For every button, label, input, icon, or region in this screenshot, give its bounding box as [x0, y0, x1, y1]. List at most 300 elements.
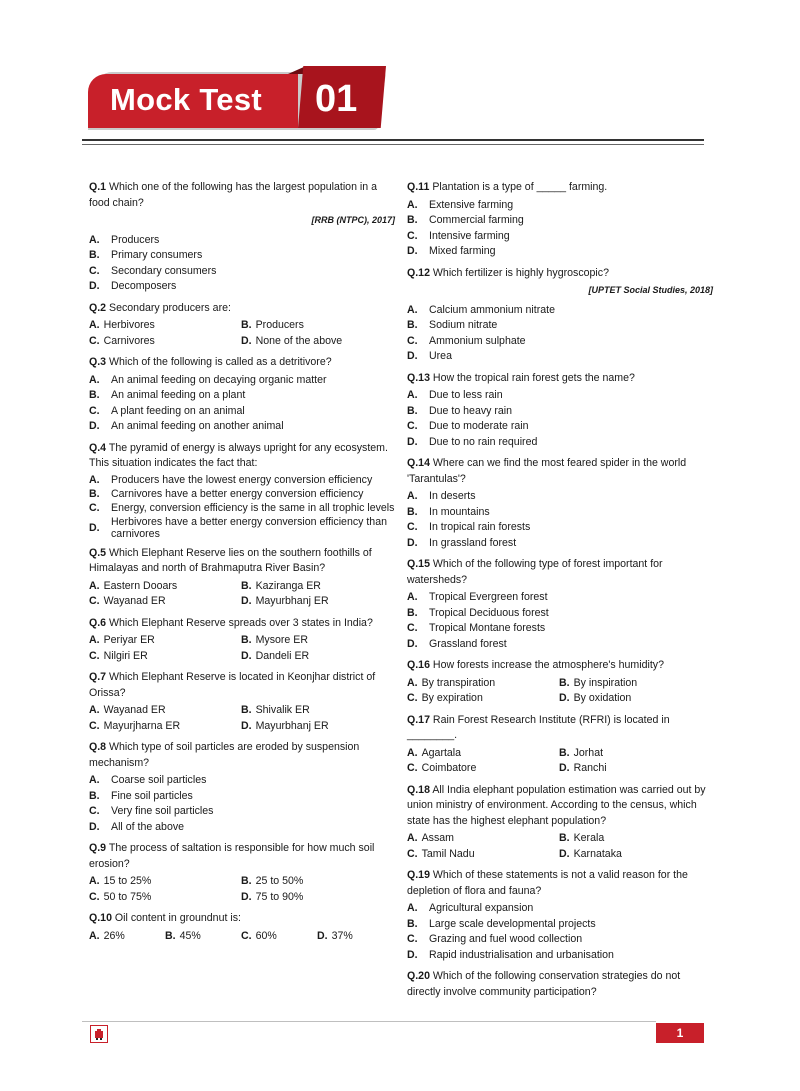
option-text: Sodium nitrate — [429, 319, 498, 331]
option-letter: D. — [559, 847, 570, 860]
option-item — [89, 419, 395, 435]
option-text: By oxidation — [573, 692, 632, 704]
option-list — [407, 489, 713, 551]
question-text — [89, 180, 395, 211]
option-letter: B. — [241, 634, 252, 646]
option-text: Rapid industrialisation and urbanisation — [429, 948, 614, 961]
question-text — [89, 670, 395, 701]
option-text: Agricultural expansion — [429, 902, 534, 914]
option-item — [407, 637, 713, 653]
option-item — [241, 334, 393, 350]
option-text: 60% — [255, 929, 277, 942]
question-block — [407, 868, 713, 963]
question-text — [89, 911, 395, 927]
option-text: Energy, conversion efficiency is the same in all trophic levels — [111, 501, 395, 514]
option-letter: A. — [407, 676, 418, 689]
option-item — [89, 502, 395, 514]
mock-test-banner — [88, 66, 388, 132]
option-text: Mixed farming — [429, 245, 496, 257]
option-item — [407, 932, 713, 948]
option-item — [89, 804, 395, 820]
option-item — [407, 213, 713, 229]
option-letter: D. — [559, 692, 570, 704]
option-letter: A. — [89, 373, 100, 386]
question-block — [89, 911, 395, 944]
option-letter: C. — [89, 595, 100, 607]
option-text: Ranchi — [573, 762, 607, 774]
option-item — [89, 594, 241, 610]
option-item — [407, 198, 713, 214]
option-text: Extensive farming — [429, 198, 514, 211]
question-block — [407, 557, 713, 652]
header-divider — [82, 139, 704, 145]
question-body: Secondary producers are: — [109, 301, 231, 314]
question-text — [407, 456, 713, 487]
option-item — [89, 929, 165, 945]
option-text: Grassland forest — [429, 637, 507, 650]
option-item — [407, 676, 559, 692]
option-text: All of the above — [111, 820, 185, 833]
option-text: Grazing and fuel wood collection — [429, 933, 583, 945]
option-text: Due to less rain — [429, 389, 503, 401]
option-letter: C. — [407, 420, 418, 432]
option-letter: D. — [241, 719, 252, 732]
option-item — [241, 890, 393, 906]
question-number: Q.14 — [407, 457, 430, 469]
question-block — [407, 969, 713, 1000]
option-item — [407, 536, 713, 552]
option-letter: C. — [407, 692, 418, 704]
question-text — [407, 266, 713, 282]
option-letter: C. — [407, 847, 418, 860]
option-item — [89, 318, 241, 334]
question-body: Rain Forest Research Institute (RFRI) is located in ________. — [407, 713, 670, 741]
option-grid — [89, 579, 395, 610]
option-text: 50 to 75% — [103, 890, 152, 903]
question-body: Which fertilizer is highly hygroscopic? — [432, 266, 609, 279]
option-text: Assam — [421, 832, 454, 844]
option-letter: A. — [407, 389, 418, 401]
option-text: An animal feeding on decaying organic matter — [111, 373, 327, 386]
option-grid — [89, 633, 395, 664]
option-text: Kaziranga ER — [255, 579, 321, 592]
option-text: Carnivores have a better energy conversion efficiency — [111, 487, 364, 500]
option-item — [407, 419, 713, 435]
option-letter: B. — [89, 789, 100, 802]
publisher-logo-icon — [90, 1025, 108, 1043]
option-item — [89, 279, 395, 295]
option-text: Large scale developmental projects — [429, 917, 596, 930]
option-list — [89, 373, 395, 435]
option-item — [89, 719, 241, 735]
option-text: An animal feeding on another animal — [111, 420, 284, 432]
question-body: Which of the following type of forest important for watersheds? — [407, 558, 663, 586]
question-body: Where can we find the most feared spider in the world 'Tarantulas'? — [407, 457, 687, 485]
option-item — [89, 488, 395, 500]
option-letter: B. — [89, 487, 100, 500]
option-letter: B. — [407, 404, 418, 417]
option-text: Tropical Montane forests — [429, 622, 546, 634]
banner-number: 01 — [315, 78, 358, 120]
option-letter: A. — [89, 233, 100, 246]
question-body: Which of these statements is not a valid reason for the depletion of flora and fauna? — [407, 869, 688, 897]
page-number: 1 — [656, 1023, 704, 1043]
question-text — [89, 740, 395, 771]
option-item — [89, 579, 241, 595]
option-letter: C. — [89, 890, 100, 903]
option-text: In mountains — [429, 505, 490, 518]
question-text — [407, 868, 713, 899]
option-item — [407, 901, 713, 917]
option-item — [407, 404, 713, 420]
option-item — [407, 318, 713, 334]
option-item — [89, 474, 395, 486]
option-item — [89, 264, 395, 280]
question-text — [407, 557, 713, 588]
question-block — [407, 783, 713, 863]
option-text: Kerala — [573, 832, 605, 844]
option-letter: B. — [241, 704, 252, 716]
option-letter: C. — [407, 933, 418, 945]
option-letter: D. — [89, 280, 100, 292]
option-item — [89, 789, 395, 805]
question-number: Q.19 — [407, 869, 430, 881]
option-letter: C. — [407, 622, 418, 634]
option-letter: C. — [407, 334, 418, 347]
option-grid — [89, 929, 395, 945]
question-text — [89, 441, 395, 472]
option-text: 25 to 50% — [255, 875, 304, 887]
option-text: Due to no rain required — [429, 435, 538, 448]
option-text: Urea — [429, 350, 452, 362]
option-list — [407, 901, 713, 963]
question-number: Q.2 — [89, 301, 107, 314]
option-grid — [407, 676, 713, 707]
option-letter: C. — [89, 501, 100, 514]
option-letter: A. — [407, 198, 418, 211]
option-item — [559, 746, 711, 762]
option-item — [407, 590, 713, 606]
question-block — [89, 441, 395, 540]
option-item — [89, 334, 241, 350]
option-item — [407, 606, 713, 622]
option-item — [559, 831, 711, 847]
question-number: Q.5 — [89, 546, 107, 559]
option-item — [89, 820, 395, 836]
banner-title: Mock Test — [110, 82, 262, 117]
option-text: Wayanad ER — [103, 704, 166, 716]
option-list — [407, 303, 713, 365]
question-number: Q.6 — [89, 616, 107, 629]
option-letter: D. — [241, 649, 252, 662]
question-body: Which of the following is called as a detritivore? — [109, 356, 332, 368]
question-body: How the tropical rain forest gets the name? — [432, 371, 635, 384]
option-letter: D. — [407, 245, 418, 257]
option-text: Agartala — [421, 746, 462, 759]
question-number: Q.11 — [407, 181, 430, 193]
option-text: Mayurbhanj ER — [255, 595, 329, 607]
option-letter: B. — [241, 875, 252, 887]
option-item — [407, 489, 713, 505]
option-item — [89, 773, 395, 789]
option-text: Eastern Dooars — [103, 579, 178, 592]
option-text: Due to heavy rain — [429, 404, 513, 417]
question-number: Q.8 — [89, 741, 107, 753]
option-grid — [89, 703, 395, 734]
option-item — [89, 373, 395, 389]
option-item — [89, 404, 395, 420]
question-number: Q.1 — [89, 181, 107, 193]
option-letter: A. — [407, 746, 418, 759]
option-item — [89, 703, 241, 719]
question-text — [407, 371, 713, 387]
option-letter: C. — [241, 929, 252, 942]
option-item — [407, 244, 713, 260]
question-number: Q.4 — [89, 441, 107, 454]
option-letter: C. — [407, 762, 418, 774]
option-text: Decomposers — [111, 280, 177, 292]
option-item — [407, 948, 713, 964]
option-list — [407, 388, 713, 450]
option-letter: C. — [407, 521, 418, 533]
option-text: In deserts — [429, 490, 476, 502]
option-text: Jorhat — [573, 746, 604, 759]
option-text: 26% — [103, 929, 125, 942]
question-block — [89, 841, 395, 905]
option-text: Herbivores have a better energy conversion efficiency than carnivores — [111, 515, 387, 540]
option-letter: C. — [89, 404, 100, 417]
option-letter: C. — [89, 649, 100, 662]
question-block — [407, 658, 713, 707]
option-letter: D. — [241, 890, 252, 903]
option-text: By transpiration — [421, 676, 496, 689]
question-text — [89, 616, 395, 632]
option-letter: A. — [407, 832, 418, 844]
option-item — [559, 761, 711, 777]
option-item — [241, 649, 393, 665]
question-body: Which Elephant Reserve lies on the southern foothills of Himalayas and north of Brahmaputra River Basin? — [89, 546, 372, 574]
option-text: Shivalik ER — [255, 704, 310, 716]
option-letter: A. — [89, 875, 100, 887]
question-number: Q.17 — [407, 713, 430, 726]
option-text: Intensive farming — [429, 229, 510, 242]
question-text — [89, 546, 395, 577]
question-body: Which Elephant Reserve spreads over 3 states in India? — [109, 616, 373, 629]
option-text: Dandeli ER — [255, 649, 310, 662]
question-number: Q.10 — [89, 912, 112, 924]
option-item — [317, 929, 393, 945]
option-list — [407, 198, 713, 260]
option-item — [559, 691, 711, 707]
question-body: Which one of the following has the largest population in a food chain? — [89, 181, 377, 209]
question-source: [RRB (NTPC), 2017] — [311, 215, 395, 225]
option-item — [165, 929, 241, 945]
question-number: Q.20 — [407, 970, 430, 982]
option-item — [407, 520, 713, 536]
question-block — [89, 301, 395, 350]
option-letter: D. — [407, 536, 418, 549]
option-text: Coarse soil particles — [111, 774, 207, 786]
option-letter: D. — [407, 637, 418, 650]
question-block — [407, 371, 713, 451]
option-text: Producers — [111, 233, 160, 246]
option-item — [407, 349, 713, 365]
option-text: An animal feeding on a plant — [111, 389, 246, 401]
option-item — [407, 334, 713, 350]
option-text: 37% — [331, 929, 353, 942]
option-grid — [407, 831, 713, 862]
option-letter: A. — [89, 473, 100, 486]
option-letter: A. — [89, 704, 100, 716]
option-letter: A. — [407, 490, 418, 502]
option-text: Coimbatore — [421, 762, 477, 774]
question-body: The process of saltation is responsible for how much soil erosion? — [89, 842, 375, 870]
option-item — [89, 516, 395, 540]
option-letter: A. — [407, 902, 418, 914]
option-letter: D. — [559, 762, 570, 774]
option-text: Secondary consumers — [111, 264, 217, 277]
option-text: Fine soil particles — [111, 789, 193, 802]
option-letter: C. — [407, 229, 418, 242]
option-text: Producers — [255, 319, 304, 331]
option-text: Mysore ER — [255, 634, 308, 646]
option-text: Due to moderate rain — [429, 420, 529, 432]
option-item — [559, 847, 711, 863]
option-letter: D. — [317, 929, 328, 942]
option-item — [407, 505, 713, 521]
question-block — [407, 266, 713, 365]
option-list — [89, 773, 395, 835]
question-block — [407, 180, 713, 260]
option-item — [407, 917, 713, 933]
option-list — [89, 474, 395, 540]
option-item — [407, 746, 559, 762]
option-letter: D. — [89, 521, 100, 534]
option-text: Nilgiri ER — [103, 649, 148, 662]
question-body: All India elephant population estimation was carried out by union ministry of environment. According to the census, which state has the highest elephant population? — [407, 783, 706, 827]
question-number: Q.3 — [89, 356, 107, 368]
option-letter: B. — [559, 746, 570, 759]
option-text: 15 to 25% — [103, 875, 152, 887]
option-letter: D. — [407, 350, 418, 362]
question-block — [89, 180, 395, 295]
option-item — [241, 719, 393, 735]
option-item — [407, 229, 713, 245]
question-block — [407, 713, 713, 777]
option-item — [241, 929, 317, 945]
option-letter: D. — [241, 334, 252, 347]
question-text — [407, 969, 713, 1000]
option-letter: A. — [89, 319, 100, 331]
option-letter: A. — [89, 774, 100, 786]
option-item — [407, 691, 559, 707]
question-text — [89, 301, 395, 317]
option-text: Producers have the lowest energy conversion efficiency — [111, 473, 373, 486]
option-letter: B. — [241, 579, 252, 592]
option-text: Tamil Nadu — [421, 847, 475, 860]
option-item — [407, 388, 713, 404]
option-letter: B. — [407, 505, 418, 518]
option-letter: B. — [89, 389, 100, 401]
option-item — [241, 703, 393, 719]
question-number: Q.12 — [407, 266, 430, 279]
option-item — [89, 388, 395, 404]
option-item — [241, 594, 393, 610]
option-text: Tropical Evergreen forest — [429, 591, 548, 603]
option-text: Mayurjharna ER — [103, 719, 181, 732]
option-item — [89, 233, 395, 249]
option-text: Herbivores — [103, 319, 155, 331]
option-item — [89, 649, 241, 665]
option-letter: C. — [89, 264, 100, 277]
option-text: Very fine soil particles — [111, 805, 214, 817]
option-text: In tropical rain forests — [429, 521, 531, 533]
option-item — [89, 874, 241, 890]
question-block — [89, 355, 395, 435]
question-text — [407, 783, 713, 830]
question-body: Which type of soil particles are eroded by suspension mechanism? — [89, 741, 360, 769]
option-item — [559, 676, 711, 692]
option-text: 75 to 90% — [255, 890, 304, 903]
question-text — [407, 180, 713, 196]
option-letter: A. — [89, 929, 100, 942]
option-letter: B. — [407, 917, 418, 930]
question-body: Oil content in groundnut is: — [114, 912, 241, 924]
question-text — [89, 355, 395, 371]
option-item — [407, 831, 559, 847]
option-letter: A. — [407, 591, 418, 603]
option-text: Wayanad ER — [103, 595, 166, 607]
question-block — [407, 456, 713, 551]
option-text: Calcium ammonium nitrate — [429, 303, 555, 316]
option-letter: C. — [89, 334, 100, 347]
question-block — [89, 740, 395, 835]
question-text — [407, 658, 713, 674]
option-grid — [407, 746, 713, 777]
question-number: Q.13 — [407, 371, 430, 384]
question-source: [UPTET Social Studies, 2018] — [588, 285, 713, 295]
question-number: Q.18 — [407, 783, 430, 796]
option-letter: D. — [89, 820, 100, 833]
option-letter: B. — [407, 214, 418, 226]
option-letter: B. — [559, 676, 570, 689]
option-text: Commercial farming — [429, 214, 524, 226]
question-body: Plantation is a type of _____ farming. — [432, 181, 608, 193]
option-text: 45% — [179, 929, 201, 942]
option-text: By expiration — [421, 692, 483, 704]
option-text: In grassland forest — [429, 536, 517, 549]
option-item — [241, 874, 393, 890]
option-list — [89, 233, 395, 295]
option-text: Primary consumers — [111, 249, 203, 261]
option-text: Carnivores — [103, 334, 155, 347]
question-number: Q.16 — [407, 659, 430, 671]
left-column — [89, 180, 395, 950]
footer-divider — [82, 1021, 656, 1022]
option-list — [407, 590, 713, 652]
option-text: Tropical Deciduous forest — [429, 606, 549, 619]
option-item — [89, 633, 241, 649]
option-letter: D. — [407, 435, 418, 448]
right-column — [407, 180, 713, 1006]
option-letter: D. — [407, 948, 418, 961]
option-letter: B. — [559, 832, 570, 844]
option-item — [241, 633, 393, 649]
option-text: Ammonium sulphate — [429, 334, 526, 347]
option-letter: B. — [241, 319, 252, 331]
option-letter: D. — [241, 595, 252, 607]
option-letter: A. — [89, 579, 100, 592]
